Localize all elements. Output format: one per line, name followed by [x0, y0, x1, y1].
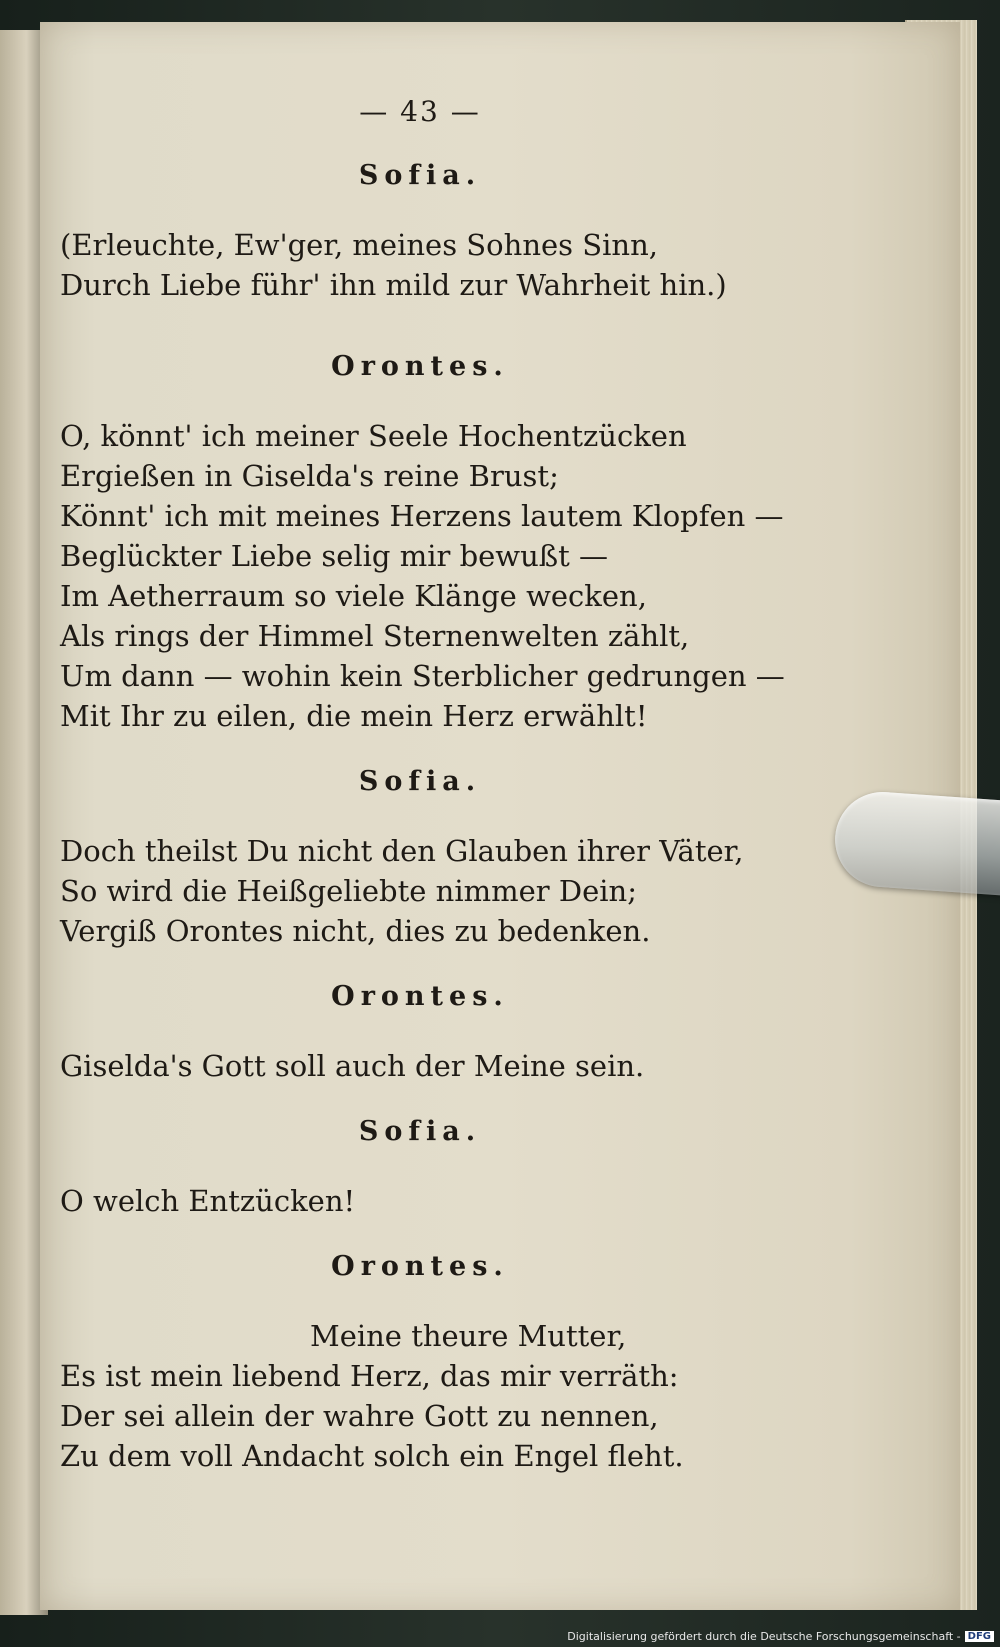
- verse-line: Giselda's Gott soll auch der Meine sein.: [60, 1049, 645, 1083]
- verse-line: Mit Ihr zu eilen, die mein Herz erwählt!: [60, 699, 648, 733]
- verse-line: Der sei allein der wahre Gott zu nennen,: [60, 1399, 659, 1433]
- dfg-logo: DFG: [965, 1631, 994, 1642]
- section-3: [60, 766, 780, 951]
- verse-line: Zu dem voll Andacht solch ein Engel fleht.: [60, 1439, 684, 1473]
- speaker-label: Sofia.: [358, 1116, 482, 1147]
- verse-line: So wird die Heißgeliebte nimmer Dein;: [60, 874, 637, 908]
- section-4: [60, 981, 780, 1086]
- verse-line: Könnt' ich mit meines Herzens lautem Klopfen —: [60, 499, 784, 533]
- verse-line: Ergießen in Giselda's reine Brust;: [60, 459, 559, 493]
- speaker-label: Orontes.: [331, 351, 509, 382]
- section-6: [60, 1251, 780, 1476]
- page-number: — 43 —: [359, 95, 481, 128]
- verse-line: Um dann — wohin kein Sterblicher gedrungen —: [60, 659, 785, 693]
- speaker-label: Orontes.: [331, 981, 509, 1012]
- page-content: [60, 95, 785, 1476]
- verse-line: Beglückter Liebe selig mir bewußt —: [60, 539, 609, 573]
- footer-text: Digitalisierung gefördert durch die Deutsche Forschungsgemeinschaft -: [567, 1630, 961, 1643]
- verse-line: Doch theilst Du nicht den Glauben ihrer Väter,: [60, 834, 744, 868]
- verse-line: Durch Liebe führ' ihn mild zur Wahrheit hin.): [60, 268, 727, 302]
- section-2: [60, 351, 785, 736]
- speaker-label: Orontes.: [331, 1251, 509, 1282]
- section-5: [60, 1116, 780, 1221]
- verse-line: Meine theure Mutter,: [310, 1319, 627, 1353]
- page-clip: [832, 789, 1000, 896]
- verse-line: Es ist mein liebend Herz, das mir verräth:: [60, 1359, 679, 1393]
- footer-credit: [567, 1630, 994, 1643]
- speaker-label: Sofia.: [358, 766, 482, 797]
- verse-line: (Erleuchte, Ew'ger, meines Sohnes Sinn,: [60, 228, 658, 262]
- section-1: [60, 160, 780, 305]
- verse-line: Vergiß Orontes nicht, dies zu bedenken.: [60, 914, 651, 948]
- verse-line: O, könnt' ich meiner Seele Hochentzücken: [60, 419, 687, 453]
- verse-line: O welch Entzücken!: [60, 1184, 356, 1218]
- speaker-label: Sofia.: [358, 160, 482, 191]
- verse-line: Im Aetherraum so viele Klänge wecken,: [60, 579, 647, 613]
- verse-line: Als rings der Himmel Sternenwelten zählt,: [60, 619, 690, 653]
